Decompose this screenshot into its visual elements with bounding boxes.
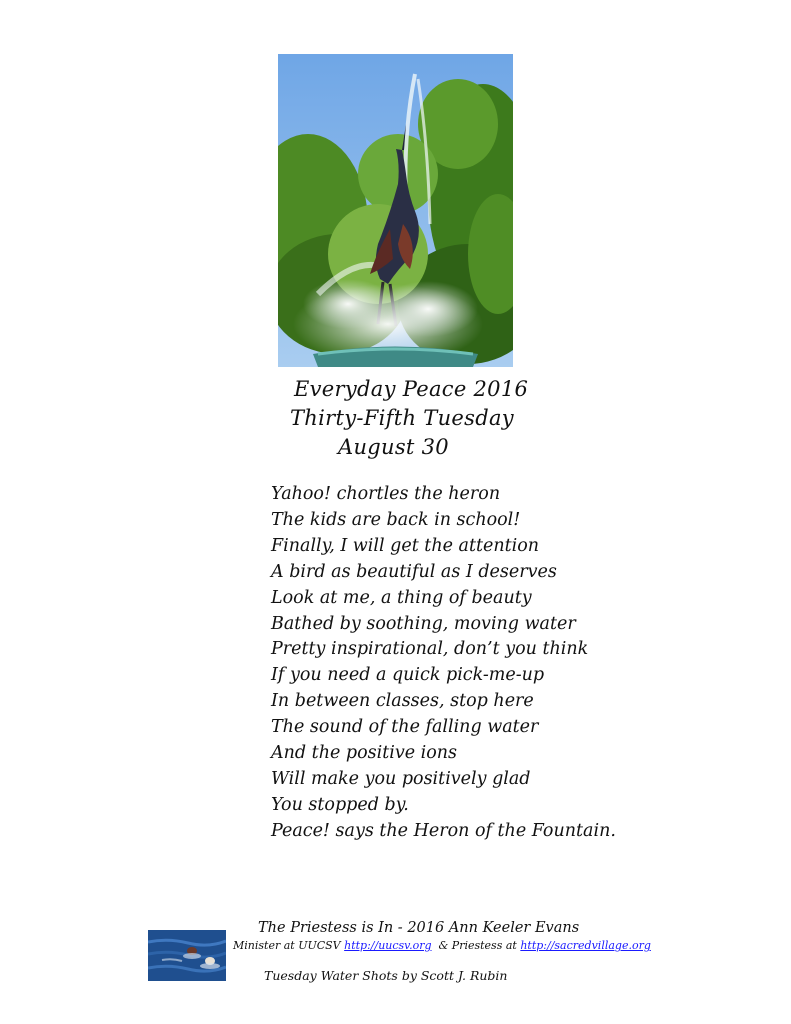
title-line-2: Thirty-Fifth Tuesday (290, 406, 514, 430)
uucsv-link[interactable]: http://uucsv.org (344, 939, 432, 952)
poem-line: If you need a quick pick-me-up (271, 665, 545, 686)
title-line-1: Everyday Peace 2016 (294, 377, 529, 401)
minister-prefix: Minister at UUCSV (233, 939, 345, 952)
poem-line: Look at me, a thing of beauty (271, 587, 532, 608)
sacred-village-link[interactable]: http://sacredvillage.org (520, 939, 651, 952)
title-line-3: August 30 (338, 435, 449, 459)
poem-line: A bird as beautiful as I deserves (271, 561, 557, 582)
footer-minister-line (233, 939, 651, 952)
poem-line: Yahoo! chortles the heron (271, 484, 501, 504)
poem-line: Finally, I will get the attention (271, 535, 540, 556)
poem-line: Will make you positively glad (271, 768, 531, 789)
poem-line: You stopped by. (271, 794, 409, 815)
poem-line: Peace! says the Heron of the Fountain. (271, 820, 616, 841)
footer-credit: Tuesday Water Shots by Scott J. Rubin (264, 968, 508, 983)
footer-title: The Priestess is In - 2016 Ann Keeler Evans (258, 920, 580, 936)
poem-line: And the positive ions (271, 743, 458, 764)
poem-line: Pretty inspirational, don’t you think (271, 639, 589, 660)
poem-line: Bathed by soothing, moving water (271, 613, 576, 634)
heron-fountain-photo (278, 54, 513, 367)
poem-line: The kids are back in school! (271, 509, 521, 530)
priestess-text: & Priestess at (431, 939, 521, 952)
poem (271, 482, 691, 845)
poem-line: The sound of the falling water (271, 717, 539, 738)
poem-line: In between classes, stop here (271, 691, 534, 712)
swimmers-photo (148, 930, 226, 981)
